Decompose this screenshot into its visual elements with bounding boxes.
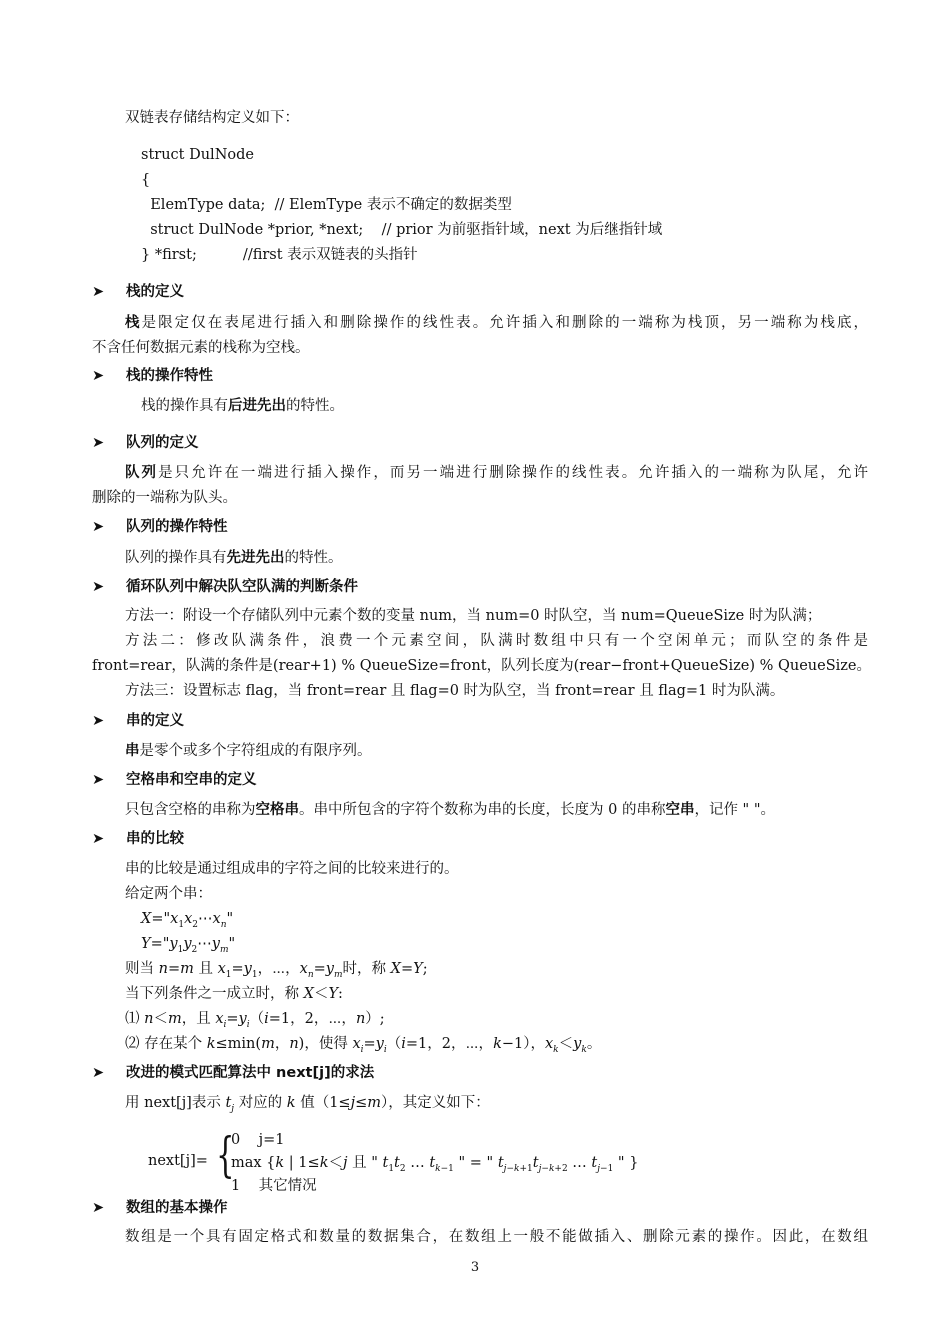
less-intro: 当下列条件之一成立时，称 X＜Y: [125,986,343,1002]
code-line: { [141,172,151,188]
code-line: struct DulNode [141,147,254,163]
next-lhs: next[j]= [148,1153,208,1169]
next-case-3: 1 其它情况 [231,1178,317,1194]
section-heading: ➤ 空格串和空串的定义 [92,772,257,788]
method-3: 方法三：设置标志 flag，当 front=rear 且 flag=0 时为队空，当 front=rear 且 flag=1 时为队满。 [125,683,785,699]
equality-condition: 则当 n=m 且 $x_1=y_1$，⋯，$x_n=y_m$时，称 X=Y; [125,961,428,980]
bullet-arrow-icon: ➤ [92,831,105,847]
method-2: 方法二：修改队满条件，浪费一个元素空间，队满时数组中只有一个空闲单元；而队空的条件是 [125,633,868,649]
code-line: struct DulNode *prior, *next; // prior 为前驱指针域，next 为后继指针域 [141,222,663,238]
paragraph: 队列的操作具有先进先出的特性。 [125,550,343,566]
bullet-arrow-icon: ➤ [92,519,105,535]
bullet-arrow-icon: ➤ [92,579,105,595]
paragraph: 用 next[j]表示 $t_j$ 对应的 k 值（1≤j≤m），其定义如下： [125,1095,490,1114]
paragraph: 给定两个串： [125,886,212,902]
bullet-arrow-icon: ➤ [92,713,105,729]
method-2-cont: front=rear，队满的条件是(rear+1) % QueueSize=front，队列长度为(rear−front+QueueSize) % QueueSize。 [92,658,871,674]
paragraph: 串是零个或多个字符组成的有限序列。 [125,743,372,759]
paragraph: 只包含空格的串称为空格串。串中所包含的字符个数称为串的长度，长度为 0 的串称空串，记作 " "。 [125,802,776,818]
brace-symbol: { [216,1127,235,1183]
paragraph: 队列是只允许在一端进行插入操作，而另一端进行删除操作的线性表。允许插入的一端称为队尾，允许 [125,465,869,481]
page-number: 3 [470,1260,480,1275]
bullet-arrow-icon: ➤ [92,1065,105,1081]
code-line: } *first; //first 表示双链表的头指针 [141,247,418,263]
section-heading: ➤ 队列的操作特性 [92,519,228,535]
intro-text: 双链表存储结构定义如下： [125,110,299,126]
section-heading: ➤ 改进的模式匹配算法中 next[j]的求法 [92,1065,375,1081]
paragraph: 栈的操作具有后进先出的特性。 [141,398,344,414]
section-heading: ➤ 栈的定义 [92,284,184,300]
paragraph: 数组是一个具有固定格式和数量的数据集合，在数组上一般不能做插入、删除元素的操作。因此，在数组 [125,1229,868,1245]
condition-1: ⑴ n＜m，且 $x_i=y_i(i=1$，2，⋯，n）; [125,1011,385,1030]
section-heading: ➤ 队列的定义 [92,435,199,451]
paragraph: 栈是限定仅在表尾进行插入和删除操作的线性表。允许插入和删除的一端称为栈顶，另一端称为栈底， [125,315,869,331]
code-line: ElemType data; // ElemType 表示不确定的数据类型 [141,197,512,213]
section-heading: ➤ 栈的操作特性 [92,368,213,384]
formula-x: $X="x_1x_2\cdots x_n$" [141,911,234,930]
bullet-arrow-icon: ➤ [92,772,105,788]
next-case-1: 0 j=1 [231,1132,285,1148]
paragraph: 串的比较是通过组成串的字符之间的比较来进行的。 [125,861,459,877]
paragraph-cont: 删除的一端称为队头。 [92,490,237,506]
method-1: 方法一：附设一个存储队列中元素个数的变量 num，当 num=0 时队空，当 num=QueueSize 时为队满； [125,608,822,624]
formula-y: $Y="y_1y_2\cdots y_m$" [141,936,236,955]
section-heading: ➤ 数组的基本操作 [92,1200,228,1216]
bullet-arrow-icon: ➤ [92,435,105,451]
condition-2: ⑵ 存在某个 k≤min(m，n)，使得 $x_i=y_i(i=1$，2，⋯，k−1），$x_k<y_k$。 [125,1036,602,1055]
bullet-arrow-icon: ➤ [92,1200,105,1216]
bullet-arrow-icon: ➤ [92,368,105,384]
section-heading: ➤ 串的定义 [92,713,184,729]
bullet-arrow-icon: ➤ [92,284,105,300]
section-heading: ➤ 串的比较 [92,831,184,847]
section-heading: ➤ 循环队列中解决队空队满的判断条件 [92,579,358,595]
next-case-2: max {k | 1≤k＜j 且 " $t_1t_2$ … $t_{k-1}$ " = " $t_{j-k+1}t_{j-k+2}$ … $t_{j-1}$ " } [231,1155,639,1174]
paragraph-cont: 不含任何数据元素的栈称为空栈。 [92,340,310,356]
